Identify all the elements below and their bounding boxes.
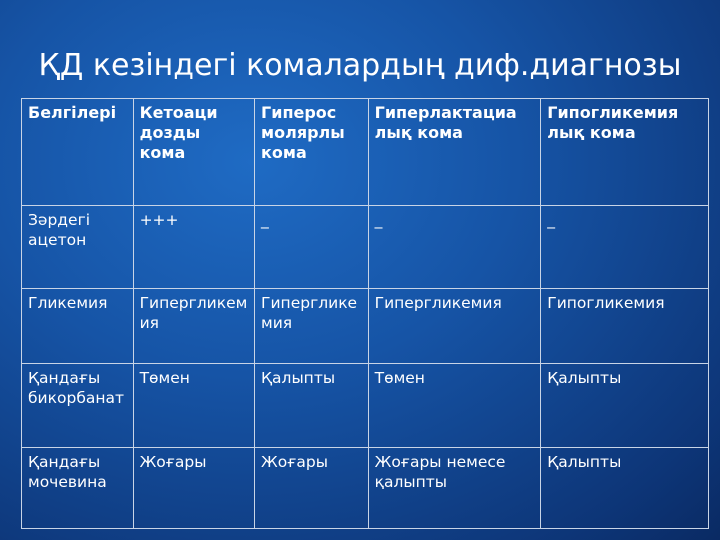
- table-cell: Жоғары: [133, 448, 254, 529]
- table-row: [22, 448, 709, 529]
- table-cell: Төмен: [368, 364, 541, 448]
- table-cell: _: [541, 206, 709, 289]
- table-cell: Төмен: [133, 364, 254, 448]
- table-cell: Жоғары немесе қалыпты: [368, 448, 541, 529]
- table-cell: Жоғары: [255, 448, 369, 529]
- table-cell: _: [368, 206, 541, 289]
- table-cell: Қалыпты: [541, 448, 709, 529]
- diff-diagnosis-table: [21, 98, 709, 529]
- table-cell: Гипогликемия: [541, 289, 709, 364]
- header-cell: Кетоаци дозды кома: [133, 99, 254, 206]
- table-cell: Қалыпты: [541, 364, 709, 448]
- header-cell: Гиперос молярлы кома: [255, 99, 369, 206]
- header-cell: Гиперлактациа лық кома: [368, 99, 541, 206]
- table-row: [22, 206, 709, 289]
- row-label: Зәрдегі ацетон: [22, 206, 134, 289]
- header-cell: Гипогликемия лық кома: [541, 99, 709, 206]
- row-label: Гликемия: [22, 289, 134, 364]
- table-header-row: [22, 99, 709, 206]
- table-row: [22, 364, 709, 448]
- table-cell: _: [255, 206, 369, 289]
- table-cell: +++: [133, 206, 254, 289]
- slide-title: ҚД кезіндегі комалардың диф.диагнозы: [38, 48, 682, 83]
- table-row: [22, 289, 709, 364]
- header-cell: Белгілері: [22, 99, 134, 206]
- table-cell: Қалыпты: [255, 364, 369, 448]
- table-cell: Гипергликемия: [133, 289, 254, 364]
- row-label: Қандағы бикорбанат: [22, 364, 134, 448]
- row-label: Қандағы мочевина: [22, 448, 134, 529]
- table-cell: Гипергликемия: [368, 289, 541, 364]
- table-cell: Гипергликемия: [255, 289, 369, 364]
